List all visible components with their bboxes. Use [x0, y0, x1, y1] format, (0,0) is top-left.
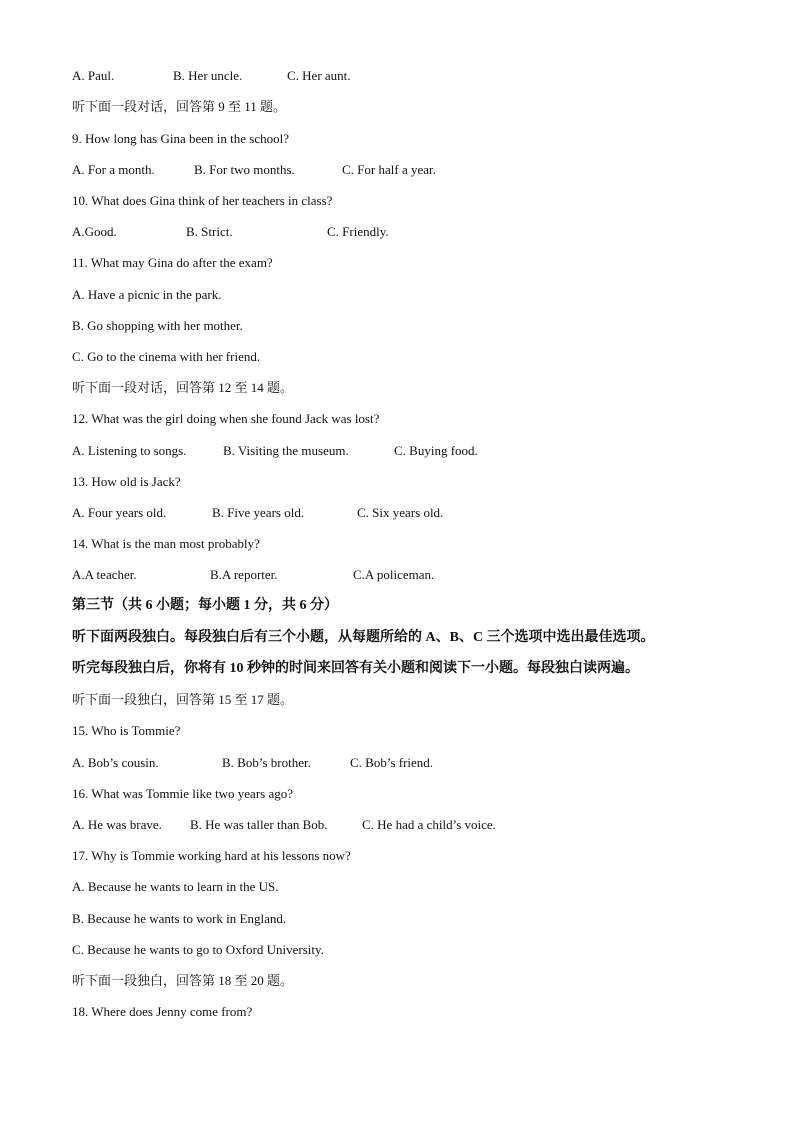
question-16-options — [72, 817, 496, 833]
question-17-option-c: C. Because he wants to go to Oxford University. — [72, 942, 324, 957]
option-c: C. Bob’s friend. — [350, 755, 434, 770]
option-c: C. For half a year. — [342, 162, 436, 177]
question-9-options — [72, 162, 436, 178]
question-16: 16. What was Tommie like two years ago? — [72, 786, 293, 801]
section-3-instruction-2: 听完每段独白后，你将有 10 秒钟的时间来回答有关小题和阅读下一小题。每段独白读两遍。 — [72, 661, 639, 676]
option-c: C. Six years old. — [357, 505, 444, 520]
option-c: C. Buying food. — [394, 443, 478, 458]
section-3-heading: 第三节（共 6 小题；每小题 1 分，共 6 分） — [72, 598, 338, 613]
option-c: C.A policeman. — [353, 567, 435, 582]
question-17-option-b: B. Because he wants to work in England. — [72, 911, 287, 926]
question-15: 15. Who is Tommie? — [72, 723, 181, 738]
section-instruction-9-11: 听下面一段对话，回答第 9 至 11 题。 — [72, 99, 287, 114]
option-b: B. For two months. — [194, 162, 295, 177]
question-12: 12. What was the girl doing when she found Jack was lost? — [72, 411, 380, 426]
question-17: 17. Why is Tommie working hard at his lessons now? — [72, 848, 351, 863]
question-15-options — [72, 755, 433, 771]
question-11-option-c: C. Go to the cinema with her friend. — [72, 349, 261, 364]
option-b: B. Strict. — [186, 224, 233, 239]
option-a: A. He was brave. — [72, 817, 162, 832]
question-12-options — [72, 443, 478, 459]
option-c: C. Friendly. — [327, 224, 389, 239]
question-13: 13. How old is Jack? — [72, 474, 181, 489]
option-b: B. Five years old. — [212, 505, 305, 520]
question-11-option-a: A. Have a picnic in the park. — [72, 287, 222, 302]
option-a: A. Four years old. — [72, 505, 167, 520]
option-a: A. For a month. — [72, 162, 155, 177]
question-14: 14. What is the man most probably? — [72, 536, 260, 551]
option-a: A. Paul. — [72, 68, 115, 83]
question-8-options — [72, 68, 351, 84]
option-c: C. He had a child’s voice. — [362, 817, 496, 832]
question-11-option-b: B. Go shopping with her mother. — [72, 318, 243, 333]
question-11: 11. What may Gina do after the exam? — [72, 255, 273, 270]
section-instruction-15-17: 听下面一段独白，回答第 15 至 17 题。 — [72, 692, 294, 707]
question-18: 18. Where does Jenny come from? — [72, 1004, 253, 1019]
option-b: B.A reporter. — [210, 567, 278, 582]
question-10-options — [72, 224, 389, 240]
option-a: A. Bob’s cousin. — [72, 755, 159, 770]
option-c: C. Her aunt. — [287, 68, 351, 83]
section-instruction-18-20: 听下面一段独白，回答第 18 至 20 题。 — [72, 973, 294, 988]
option-b: B. Bob’s brother. — [222, 755, 311, 770]
section-instruction-12-14: 听下面一段对话，回答第 12 至 14 题。 — [72, 380, 294, 395]
option-b: B. He was taller than Bob. — [190, 817, 328, 832]
question-17-option-a: A. Because he wants to learn in the US. — [72, 879, 279, 894]
option-a: A. Listening to songs. — [72, 443, 187, 458]
question-10: 10. What does Gina think of her teachers in class? — [72, 193, 333, 208]
option-b: B. Her uncle. — [173, 68, 243, 83]
question-9: 9. How long has Gina been in the school? — [72, 131, 289, 146]
option-a: A.Good. — [72, 224, 117, 239]
question-14-options — [72, 567, 434, 583]
option-b: B. Visiting the museum. — [223, 443, 349, 458]
option-a: A.A teacher. — [72, 567, 137, 582]
section-3-instruction-1: 听下面两段独白。每段独白后有三个小题，从每题所给的 A、B、C 三个选项中选出最佳选项。 — [72, 630, 655, 645]
question-13-options — [72, 505, 443, 521]
